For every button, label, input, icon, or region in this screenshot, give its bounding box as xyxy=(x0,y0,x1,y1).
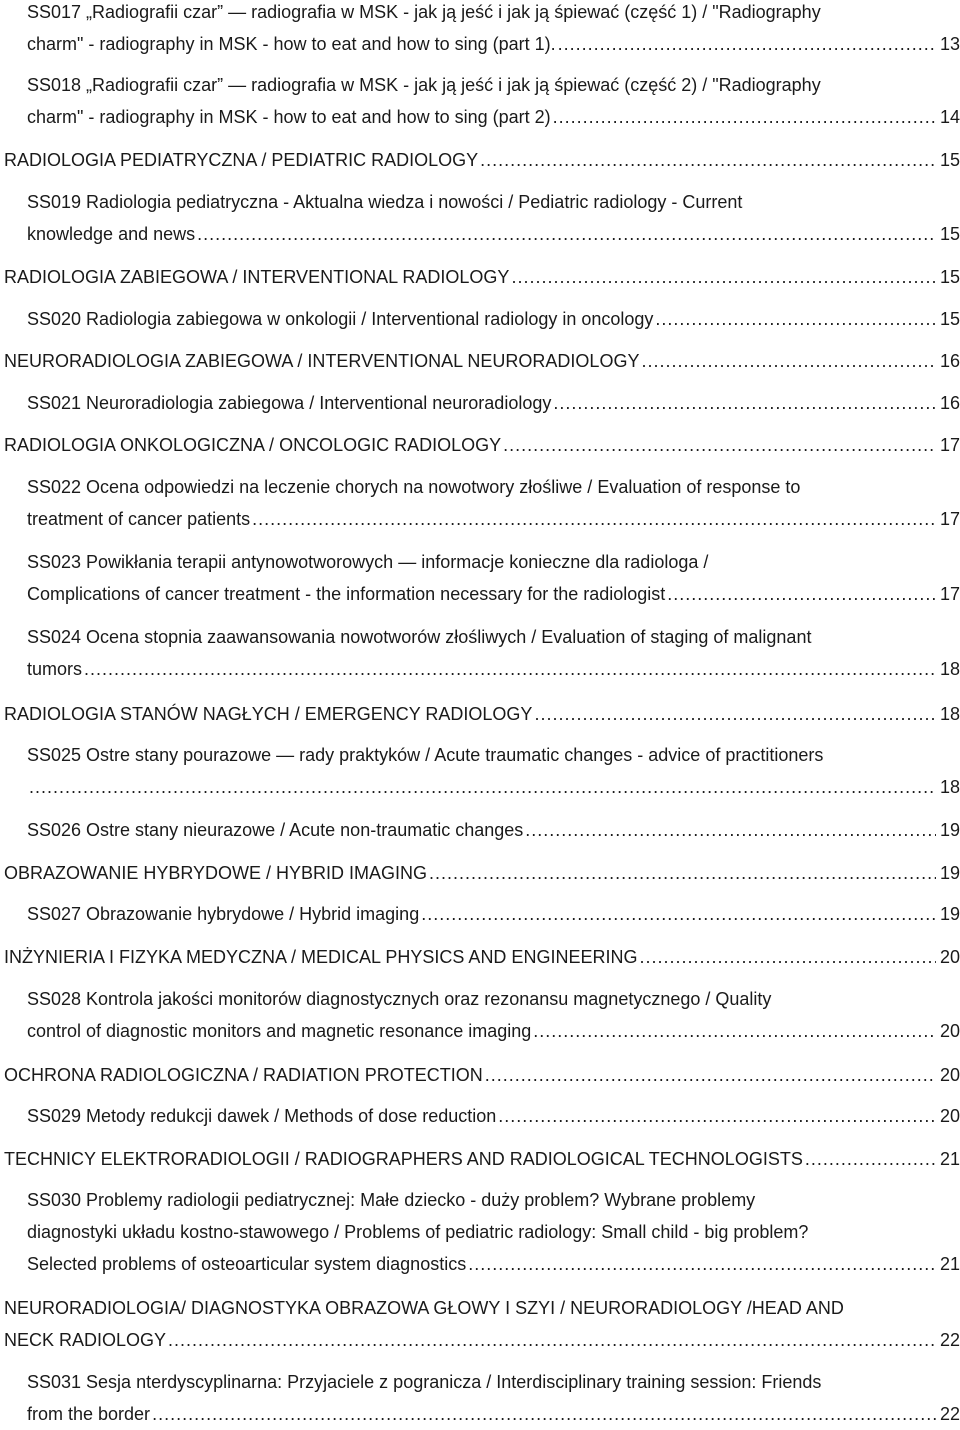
toc-session-entry[interactable] xyxy=(27,898,960,930)
page-number: 15 xyxy=(939,267,960,287)
toc-section-heading[interactable] xyxy=(4,345,960,377)
toc-entry-text: SS023 Powikłania terapii antynowotworowych — informacje konieczne dla radiologa / xyxy=(27,552,709,572)
toc-entry-text: treatment of cancer patients xyxy=(27,509,251,529)
page-number: 20 xyxy=(939,1065,960,1085)
dot-leader xyxy=(525,814,936,846)
page-number: 21 xyxy=(939,1149,960,1169)
toc-line xyxy=(4,261,960,293)
dot-leader xyxy=(480,144,936,176)
toc-entry-text: SS031 Sesja nterdyscyplinarna: Przyjaciele z pogranicza / Interdisciplinary training session: Friends xyxy=(27,1372,822,1392)
dot-leader xyxy=(421,898,936,930)
toc-line xyxy=(27,771,960,803)
dot-leader xyxy=(553,387,936,419)
dot-leader xyxy=(152,1398,936,1430)
dot-leader xyxy=(503,429,936,461)
toc-entry-text: charm" - radiography in MSK - how to eat and how to sing (part 1). xyxy=(27,34,556,54)
toc-entry-text: Complications of cancer treatment - the information necessary for the radiologist xyxy=(27,584,666,604)
toc-entry-text: SS020 Radiologia zabiegowa w onkologii / Interventional radiology in oncology xyxy=(27,309,654,329)
page-number: 19 xyxy=(939,863,960,883)
toc-entry-text: knowledge and news xyxy=(27,224,196,244)
toc-line xyxy=(27,621,960,653)
toc-session-entry[interactable] xyxy=(27,1100,960,1132)
toc-section-heading[interactable] xyxy=(4,698,960,730)
toc-line xyxy=(27,1184,960,1216)
toc-entry-text: INŻYNIERIA I FIZYKA MEDYCZNA / MEDICAL PHYSICS AND ENGINEERING xyxy=(4,947,638,967)
page-number: 13 xyxy=(939,34,960,54)
toc-entry-text: RADIOLOGIA PEDIATRYCZNA / PEDIATRIC RADIOLOGY xyxy=(4,150,479,170)
toc-entry-text: SS017 „Radiografii czar” — radiografia w MSK - jak ją jeść i jak ją śpiewać (część 1) / "Radiography xyxy=(27,2,821,22)
toc-line xyxy=(4,698,960,730)
toc-section-heading[interactable] xyxy=(4,144,960,176)
toc-session-entry[interactable] xyxy=(27,1184,960,1280)
dot-leader xyxy=(29,771,936,803)
toc-line xyxy=(4,857,960,889)
page-number: 17 xyxy=(939,584,960,604)
toc-line xyxy=(27,653,960,685)
toc-line xyxy=(27,1015,960,1047)
toc-line xyxy=(4,1292,960,1324)
page-number: 20 xyxy=(939,1021,960,1041)
toc-session-entry[interactable] xyxy=(27,621,960,685)
dot-leader xyxy=(511,261,936,293)
toc-session-entry[interactable] xyxy=(27,471,960,535)
toc-line xyxy=(27,814,960,846)
toc-section-heading[interactable] xyxy=(4,1059,960,1091)
toc-session-entry[interactable] xyxy=(27,303,960,335)
toc-entry-text: SS024 Ocena stopnia zaawansowania nowotworów złośliwych / Evaluation of staging of malignant xyxy=(27,627,812,647)
dot-leader xyxy=(168,1324,936,1356)
page-number: 16 xyxy=(939,351,960,371)
page-number: 16 xyxy=(939,393,960,413)
toc-entry-text: SS019 Radiologia pediatryczna - Aktualna wiedza i nowości / Pediatric radiology - Current xyxy=(27,192,743,212)
toc-entry-text: RADIOLOGIA STANÓW NAGŁYCH / EMERGENCY RADIOLOGY xyxy=(4,704,533,724)
toc-entry-text: OCHRONA RADIOLOGICZNA / RADIATION PROTECTION xyxy=(4,1065,483,1085)
toc-section-heading[interactable] xyxy=(4,857,960,889)
toc-session-entry[interactable] xyxy=(27,0,960,60)
page-number: 14 xyxy=(939,107,960,127)
toc-line xyxy=(27,186,960,218)
dot-leader xyxy=(468,1248,936,1280)
toc-line xyxy=(4,941,960,973)
toc-entry-text: SS018 „Radiografii czar” — radiografia w MSK - jak ją jeść i jak ją śpiewać (część 2) / "Radiography xyxy=(27,75,821,95)
toc-line xyxy=(27,471,960,503)
toc-line xyxy=(27,578,960,610)
page-number: 17 xyxy=(939,435,960,455)
toc-line xyxy=(4,429,960,461)
dot-leader xyxy=(533,1015,936,1047)
page-number: 17 xyxy=(939,509,960,529)
dot-leader xyxy=(498,1100,936,1132)
toc-entry-text: from the border xyxy=(27,1404,151,1424)
toc-line xyxy=(27,503,960,535)
toc-session-entry[interactable] xyxy=(27,983,960,1047)
toc-line xyxy=(27,1248,960,1280)
dot-leader xyxy=(558,28,936,60)
toc-entry-text: NECK RADIOLOGY xyxy=(4,1330,167,1350)
toc-section-heading[interactable] xyxy=(4,261,960,293)
toc-line xyxy=(4,345,960,377)
toc-session-entry[interactable] xyxy=(27,186,960,250)
toc-entry-text: SS022 Ocena odpowiedzi na leczenie chorych na nowotwory złośliwe / Evaluation of response to xyxy=(27,477,801,497)
toc-session-entry[interactable] xyxy=(27,739,960,803)
toc-entry-text: SS028 Kontrola jakości monitorów diagnostycznych oraz rezonansu magnetycznego / Quality xyxy=(27,989,772,1009)
page-number: 18 xyxy=(939,704,960,724)
toc-entry-text: SS026 Ostre stany nieurazowe / Acute non-traumatic changes xyxy=(27,820,524,840)
dot-leader xyxy=(667,578,936,610)
toc-line xyxy=(27,387,960,419)
toc-entry-text: NEURORADIOLOGIA/ DIAGNOSTYKA OBRAZOWA GŁOWY I SZYI / NEURORADIOLOGY /HEAD AND xyxy=(4,1298,844,1318)
page-number: 22 xyxy=(939,1330,960,1350)
toc-section-heading[interactable] xyxy=(4,1143,960,1175)
page-number: 20 xyxy=(939,947,960,967)
dot-leader xyxy=(429,857,936,889)
page-number: 20 xyxy=(939,1106,960,1126)
toc-line xyxy=(27,1366,960,1398)
toc-session-entry[interactable] xyxy=(27,546,960,610)
toc-entry-text: RADIOLOGIA ONKOLOGICZNA / ONCOLOGIC RADIOLOGY xyxy=(4,435,502,455)
toc-line xyxy=(27,1100,960,1132)
page-number: 18 xyxy=(939,777,960,797)
page-number: 19 xyxy=(939,904,960,924)
page-number: 15 xyxy=(939,224,960,244)
toc-entry-text: TECHNICY ELEKTRORADIOLOGII / RADIOGRAPHERS AND RADIOLOGICAL TECHNOLOGISTS xyxy=(4,1149,803,1169)
toc-entry-text: charm" - radiography in MSK - how to eat and how to sing (part 2) xyxy=(27,107,551,127)
toc-entry-text: diagnostyki układu kostno-stawowego / Problems of pediatric radiology: Small child - big problem? xyxy=(27,1222,809,1242)
toc-entry-text: tumors xyxy=(27,659,83,679)
toc-session-entry[interactable] xyxy=(27,1366,960,1430)
toc-entry-text: SS021 Neuroradiologia zabiegowa / Interventional neuroradiology xyxy=(27,393,552,413)
toc-section-heading[interactable] xyxy=(4,1292,960,1356)
toc-section-heading[interactable] xyxy=(4,941,960,973)
toc-line xyxy=(27,1216,960,1248)
page-number: 22 xyxy=(939,1404,960,1424)
toc-line xyxy=(27,1398,960,1430)
toc-line xyxy=(27,0,960,28)
toc-line xyxy=(4,1324,960,1356)
dot-leader xyxy=(639,941,936,973)
toc-line xyxy=(27,101,960,133)
toc-session-entry[interactable] xyxy=(27,814,960,846)
dot-leader xyxy=(805,1143,936,1175)
page-number: 18 xyxy=(939,659,960,679)
toc-entry-text: NEURORADIOLOGIA ZABIEGOWA / INTERVENTIONAL NEURORADIOLOGY xyxy=(4,351,640,371)
toc-section-heading[interactable] xyxy=(4,429,960,461)
dot-leader xyxy=(534,698,936,730)
toc-entry-text: SS025 Ostre stany pourazowe — rady praktyków / Acute traumatic changes - advice of practitioners xyxy=(27,745,824,765)
toc-line xyxy=(4,1059,960,1091)
toc-entry-text: SS027 Obrazowanie hybrydowe / Hybrid imaging xyxy=(27,904,420,924)
page-number: 19 xyxy=(939,820,960,840)
toc-entry-text: control of diagnostic monitors and magnetic resonance imaging xyxy=(27,1021,532,1041)
page-number: 15 xyxy=(939,150,960,170)
toc-line xyxy=(27,69,960,101)
toc-line xyxy=(27,303,960,335)
toc-entry-text: OBRAZOWANIE HYBRYDOWE / HYBRID IMAGING xyxy=(4,863,428,883)
toc-session-entry[interactable] xyxy=(27,69,960,133)
toc-entry-text: Selected problems of osteoarticular system diagnostics xyxy=(27,1254,467,1274)
toc-entry-text: SS029 Metody redukcji dawek / Methods of dose reduction xyxy=(27,1106,497,1126)
dot-leader xyxy=(84,653,936,685)
toc-line xyxy=(4,1143,960,1175)
toc-line xyxy=(27,898,960,930)
dot-leader xyxy=(655,303,936,335)
dot-leader xyxy=(553,101,936,133)
toc-line xyxy=(4,144,960,176)
toc-entry-text: RADIOLOGIA ZABIEGOWA / INTERVENTIONAL RADIOLOGY xyxy=(4,267,510,287)
dot-leader xyxy=(197,218,936,250)
toc-entry-text: SS030 Problemy radiologii pediatrycznej: Małe dziecko - duży problem? Wybrane problemy xyxy=(27,1190,756,1210)
toc-line xyxy=(27,218,960,250)
toc-line xyxy=(27,739,960,771)
toc-line xyxy=(27,28,960,60)
toc-line xyxy=(27,546,960,578)
dot-leader xyxy=(252,503,936,535)
dot-leader xyxy=(641,345,936,377)
page-number: 21 xyxy=(939,1254,960,1274)
toc-line xyxy=(27,983,960,1015)
page-number: 15 xyxy=(939,309,960,329)
toc-session-entry[interactable] xyxy=(27,387,960,419)
dot-leader xyxy=(485,1059,936,1091)
